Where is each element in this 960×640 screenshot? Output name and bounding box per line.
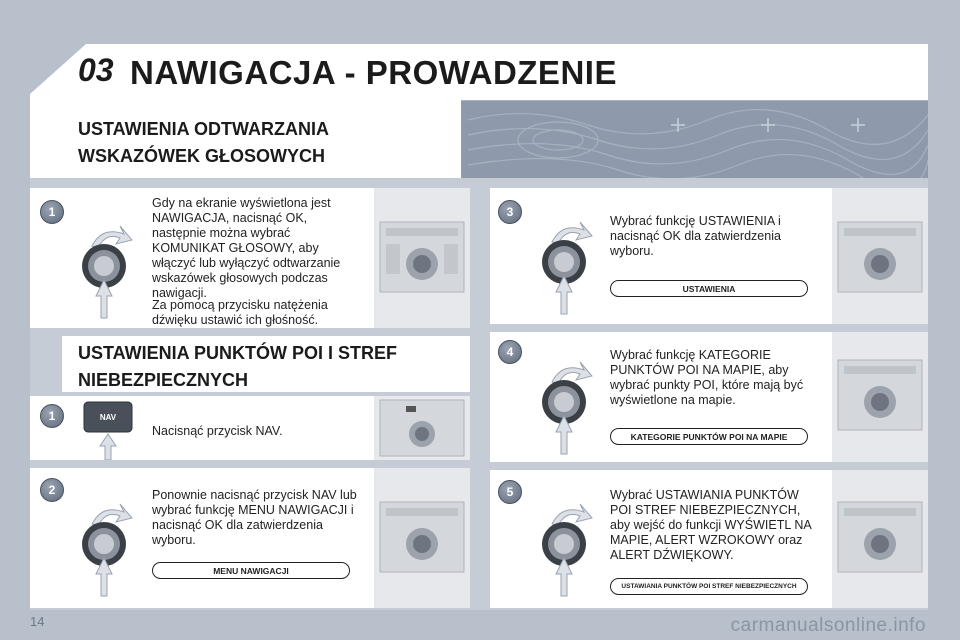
section-title-line: NIEBEZPIECZNYCH: [78, 370, 249, 390]
menu-label-pill: KATEGORIE PUNKTÓW POI NA MAPIE: [610, 428, 808, 445]
step-badge: 1: [40, 404, 64, 428]
instruction-text: Gdy na ekranie wyświetlona jest NAWIGACJA, nacisnąć OK, następnie można wybrać KOMUNIKAT GŁOSOWY, aby włączyć lub wyłączyć odtwarzanie wskazówek głosowych podczas nawigacji.: [152, 196, 341, 300]
page-number: 14: [30, 614, 45, 629]
radio-unit-icon: [836, 218, 924, 298]
step-badge: 3: [498, 200, 522, 224]
radio-unit-icon: [378, 498, 466, 578]
instruction-text: Wybrać funkcję KATEGORIE PUNKTÓW POI NA MAPIE, aby wybrać punkty POI, które mają być wyświetlone na mapie.: [610, 348, 804, 407]
section-title-poi: [78, 340, 397, 394]
instruction-text-volume: Za pomocą przycisku natężenia dźwięku ustawić ich głośność.: [152, 298, 328, 327]
section-title-line: WSKAZÓWEK GŁOSOWYCH: [78, 146, 325, 166]
radio-unit-icon: [378, 218, 466, 298]
rotary-knob-icon: [72, 500, 142, 600]
chapter-number: 03: [78, 52, 114, 88]
step-badge: 4: [498, 340, 522, 364]
menu-label-pill: USTAWIANIA PUNKTÓW POI STREF NIEBEZPIECZNYCH: [610, 578, 808, 595]
svg-text:NAV: NAV: [99, 413, 117, 422]
instruction-text: Ponownie nacisnąć przycisk NAV lub wybrać funkcję MENU NAWIGACJI i nacisnąć OK dla zatwierdzenia wyboru.: [152, 488, 357, 547]
map-contours-decoration: [468, 100, 928, 178]
page-title: NAWIGACJA - PROWADZENIE: [130, 54, 617, 91]
nav-button-icon: [80, 398, 150, 460]
instruction-text: Nacisnąć przycisk NAV.: [152, 424, 283, 438]
step-badge: 1: [40, 200, 64, 224]
instruction-text: Wybrać funkcję USTAWIENIA i nacisnąć OK dla zatwierdzenia wyboru.: [610, 214, 781, 258]
instruction-text: Wybrać USTAWIANIA PUNKTÓW POI STREF NIEBEZPIECZNYCH, aby wejść do funkcji WYŚWIETL NA MAPIE, ALERT WZROKOWY oraz ALERT DŹWIĘKOWY.: [610, 488, 811, 562]
rotary-knob-icon: [72, 222, 142, 322]
section-title-line: USTAWIENIA ODTWARZANIA: [78, 119, 329, 139]
radio-unit-icon: [836, 356, 924, 436]
section-title-line: USTAWIENIA PUNKTÓW POI I STREF: [78, 343, 397, 363]
section-title-voice: [78, 116, 329, 170]
menu-label-pill: MENU NAWIGACJI: [152, 562, 350, 579]
menu-label-pill: USTAWIENIA: [610, 280, 808, 297]
radio-unit-icon: [836, 498, 924, 578]
watermark: carmanualsonline.info: [730, 615, 926, 636]
step-badge: 5: [498, 480, 522, 504]
radio-unit-icon: [378, 398, 466, 458]
rotary-knob-icon: [532, 358, 602, 458]
rotary-knob-icon: [532, 500, 602, 600]
step-badge: 2: [40, 478, 64, 502]
rotary-knob-icon: [532, 218, 602, 318]
